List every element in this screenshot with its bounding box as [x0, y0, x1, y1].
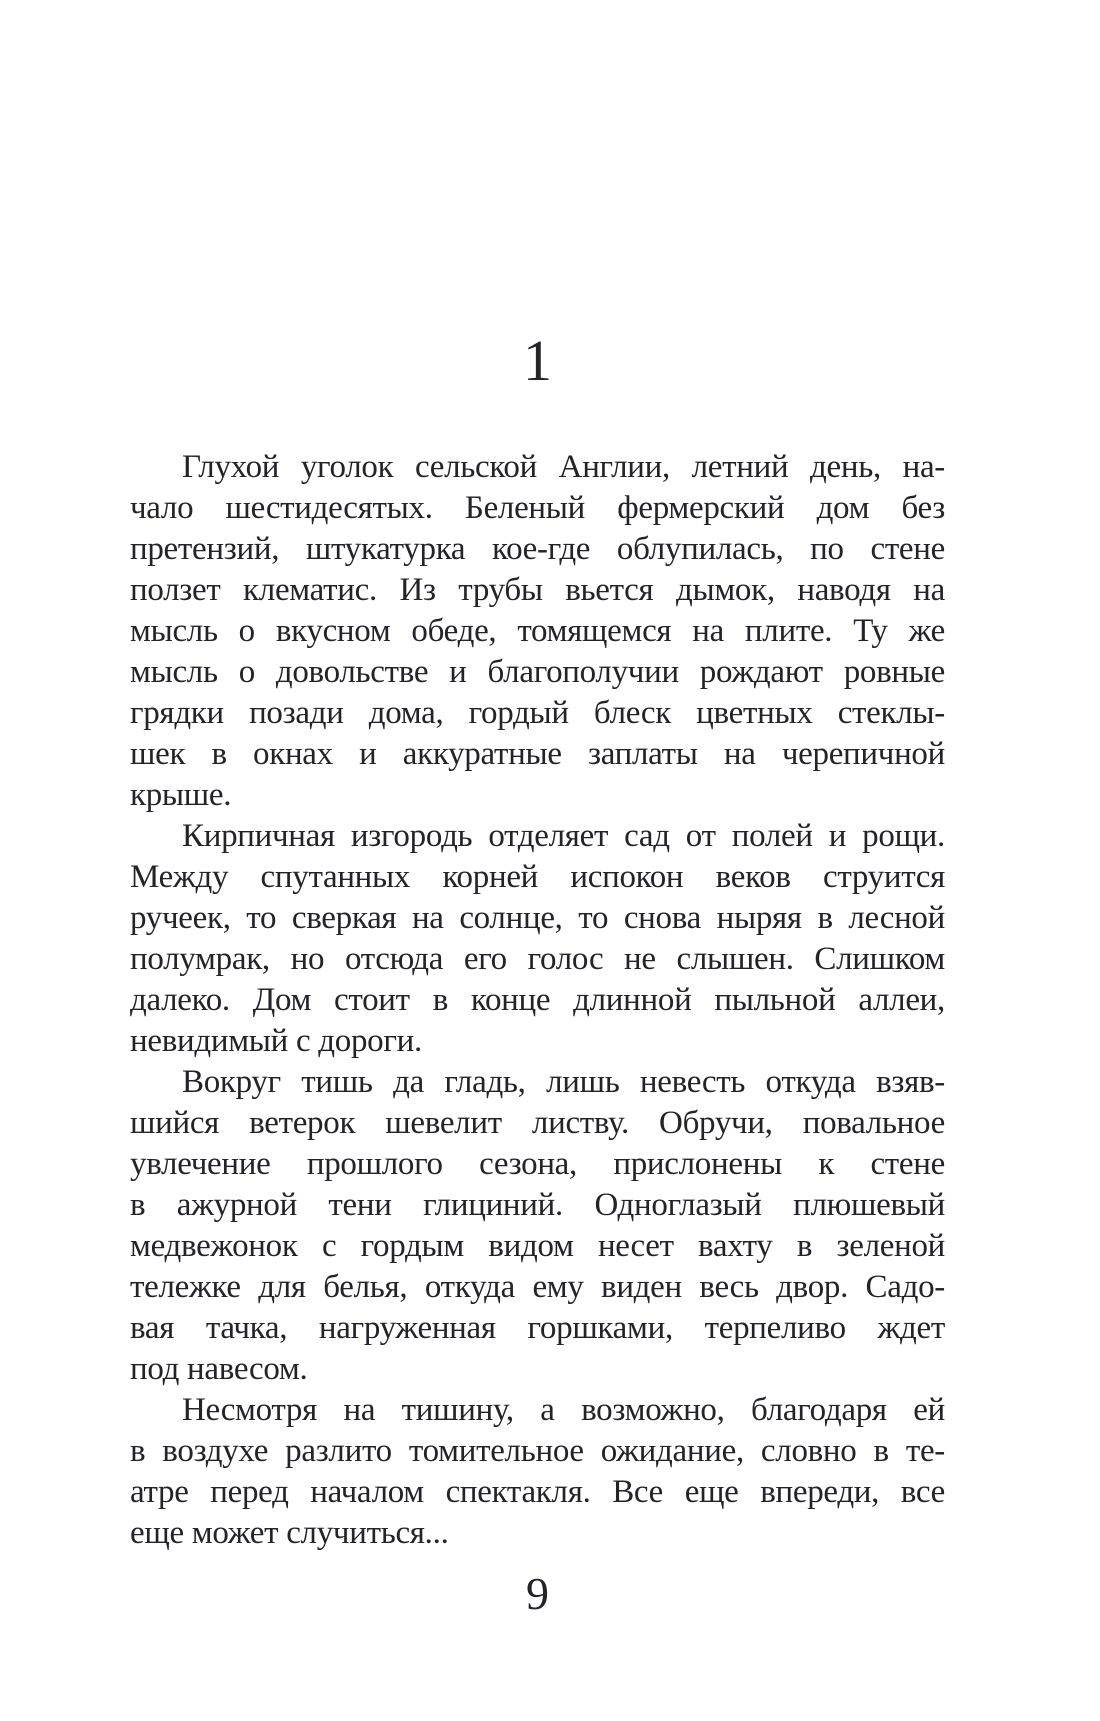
text-line: Несмотря на тишину, а возможно, благодаря ей — [182, 1392, 945, 1428]
text-line: грядки позади дома, гордый блеск цветных стеклы- — [130, 695, 945, 731]
text-line: претензий, штукатурка кое-где облупилась, по стене — [130, 531, 945, 567]
text-line: увлечение прошлого сезона, прислонены к стене — [130, 1146, 945, 1182]
text-line: полумрак, но отсюда его голос не слышен. Слишком — [130, 941, 945, 977]
paragraph — [130, 447, 945, 816]
text-line: медвежонок с гордым видом несет вахту в зеленой — [130, 1228, 945, 1264]
text-line: Глухой уголок сельской Англии, летний день, на- — [182, 449, 945, 485]
text-line: в ажурной тени глициний. Одноглазый плюшевый — [130, 1187, 945, 1223]
text-line: невидимый с дороги. — [130, 1023, 422, 1059]
paragraph — [130, 1062, 945, 1390]
paragraph — [130, 1390, 945, 1554]
text-line: еще может случиться... — [130, 1515, 449, 1551]
text-line: мысль о довольстве и благополучии рождают ровные — [130, 654, 945, 690]
text-line: под навесом. — [130, 1351, 308, 1387]
text-line: Кирпичная изгородь отделяет сад от полей и рощи. — [182, 818, 945, 854]
body-text — [130, 447, 945, 1554]
text-line: далеко. Дом стоит в конце длинной пыльной аллеи, — [130, 982, 945, 1018]
page-number: 9 — [526, 1568, 549, 1619]
text-line: шек в окнах и аккуратные заплаты на черепичной — [130, 736, 945, 772]
text-line: мысль о вкусном обеде, томящемся на плите. Ту же — [130, 613, 945, 649]
text-line: атре перед началом спектакля. Все еще впереди, все — [130, 1474, 945, 1510]
chapter-number: 1 — [523, 328, 552, 393]
text-line: в воздухе разлито томительное ожидание, словно в те- — [130, 1433, 945, 1469]
text-line: шийся ветерок шевелит листву. Обручи, повальное — [130, 1105, 945, 1141]
paragraph — [130, 816, 945, 1062]
text-line: ползет клематис. Из трубы вьется дымок, наводя на — [130, 572, 945, 608]
text-line: Между спутанных корней испокон веков струится — [130, 859, 945, 895]
text-line: крыше. — [130, 777, 232, 813]
text-line: тележке для белья, откуда ему виден весь двор. Садо- — [130, 1269, 945, 1305]
text-line: вая тачка, нагруженная горшками, терпеливо ждет — [130, 1310, 945, 1346]
text-line: ручеек, то сверкая на солнце, то снова ныряя в лесной — [130, 900, 945, 936]
text-line: чало шестидесятых. Беленый фермерский дом без — [130, 490, 945, 526]
text-line: Вокруг тишь да гладь, лишь невесть откуда взяв- — [182, 1064, 945, 1100]
